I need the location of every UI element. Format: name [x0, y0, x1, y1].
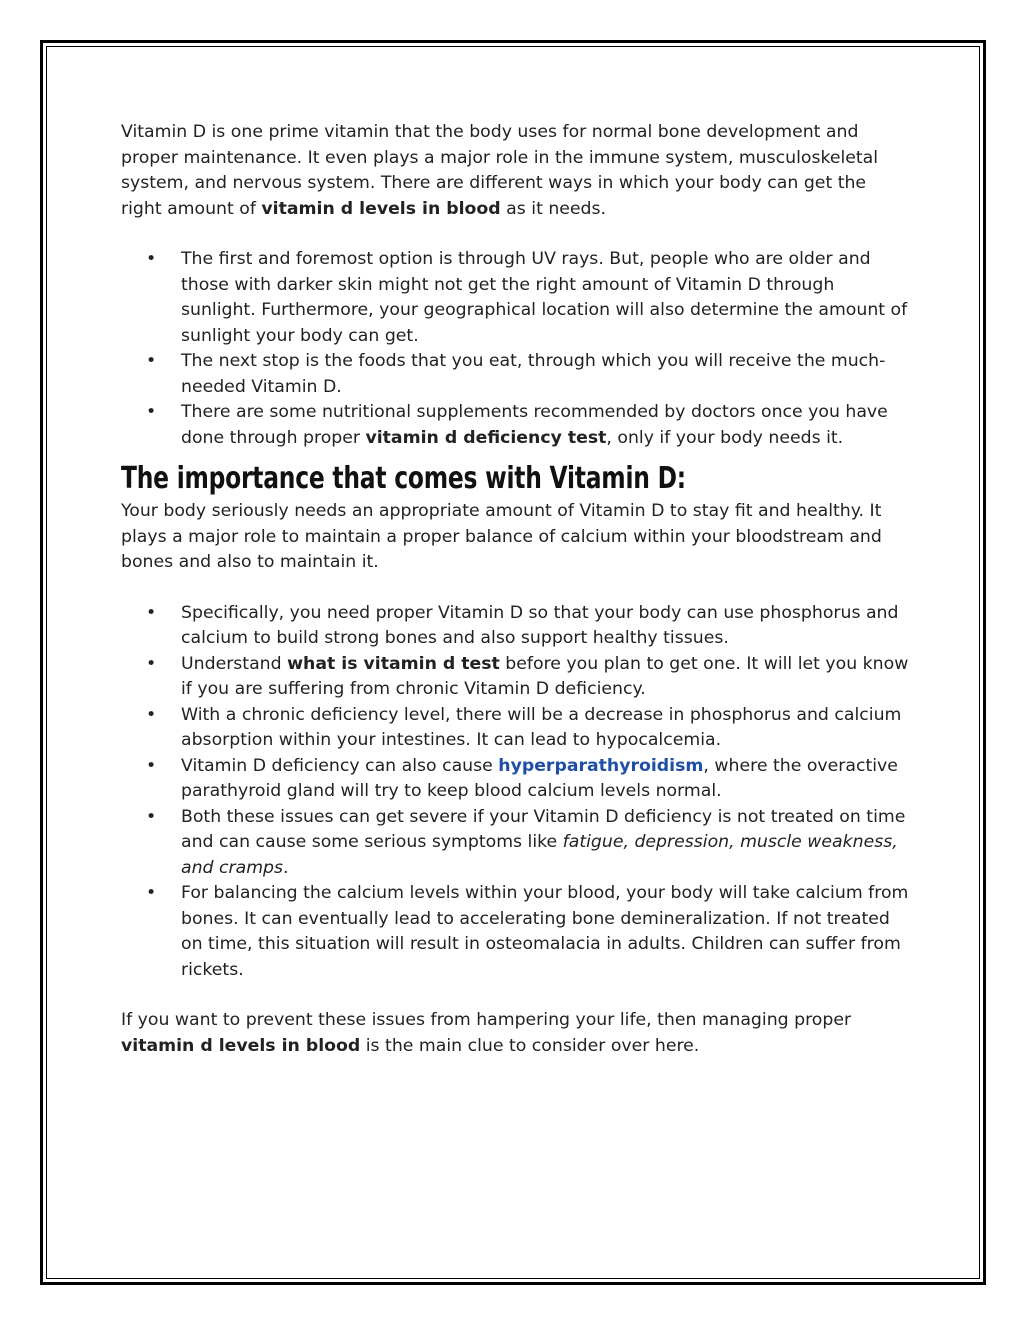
document-body [121, 120, 911, 1059]
keyword-what-is-test: what is vitamin d test [287, 653, 500, 674]
list-item: • There are some nutritional supplements recommended by doctors once you have done through proper vitamin d deficiency test, only if your body needs it. [146, 402, 888, 448]
importance-paragraph: Your body seriously needs an appropriate amount of Vitamin D to stay fit and healthy. It plays a major role to maintain a proper balance of calcium within your bloodstream and bones and also to maintain it. [121, 501, 882, 572]
bullet-icon: • [146, 402, 157, 422]
keyword-deficiency-test: vitamin d deficiency test [365, 427, 607, 448]
list-item: • Understand what is vitamin d test before you plan to get one. It will let you know if you are suffering from chronic Vitamin D deficiency. [146, 653, 909, 699]
symptoms-italic: fatigue, depression, muscle weakness, and cramps [181, 832, 898, 878]
keyword-vitamin-d-levels: vitamin d levels in blood [121, 1035, 361, 1056]
ways-list [121, 247, 911, 451]
intro-paragraph: Vitamin D is one prime vitamin that the body uses for normal bone development and proper maintenance. It even plays a major role in the immune system, musculoskeletal system, and nervous system. There are different ways in which your body can get the right amount of vitamin d levels in blood as it needs. [121, 122, 879, 219]
keyword-vitamin-d-levels: vitamin d levels in blood [261, 198, 501, 219]
section-heading: The importance that comes with Vitamin D: [121, 461, 686, 496]
hyperparathyroidism-link[interactable]: hyperparathyroidism [498, 755, 704, 776]
list-item: • The next stop is the foods that you eat, through which you will receive the much-needed Vitamin D. [146, 351, 886, 397]
list-item: • Specifically, you need proper Vitamin D so that your body can use phosphorus and calcium to build strong bones and also support healthy tissues. [146, 602, 899, 648]
list-item: • With a chronic deficiency level, there will be a decrease in phosphorus and calcium absorption within your intestines. It can lead to hypocalcemia. [146, 704, 902, 750]
importance-list [121, 601, 911, 984]
list-item: • For balancing the calcium levels within your blood, your body will take calcium from bones. It can eventually lead to accelerating bone demineralization. If not treated on time, this situation will result in osteomalacia in adults. Children can suffer from rickets. [146, 883, 909, 980]
bullet-icon: • [146, 755, 157, 776]
list-item: • The first and foremost option is through UV rays. But, people who are older and those with darker skin might not get the right amount of Vitamin D through sunlight. Furthermore, your geographical location will also determine the amount of sunlight your body can get. [146, 249, 908, 346]
closing-paragraph: If you want to prevent these issues from hampering your life, then managing proper vitamin d levels in blood is the main clue to consider over here. [121, 1010, 852, 1056]
bullet-icon: • [146, 351, 157, 371]
list-item: • Vitamin D deficiency can also cause hyperparathyroidism, where the overactive parathyroid gland will try to keep blood calcium levels normal. [146, 755, 898, 801]
bullet-icon: • [146, 806, 157, 827]
bullet-icon: • [146, 883, 157, 903]
bullet-icon: • [146, 249, 157, 269]
bullet-icon: • [146, 704, 157, 725]
bullet-icon: • [146, 602, 157, 623]
list-item: • Both these issues can get severe if your Vitamin D deficiency is not treated on time and can cause some serious symptoms like fatigue, depression, muscle weakness, and cramps. [146, 806, 906, 878]
bullet-icon: • [146, 653, 157, 674]
